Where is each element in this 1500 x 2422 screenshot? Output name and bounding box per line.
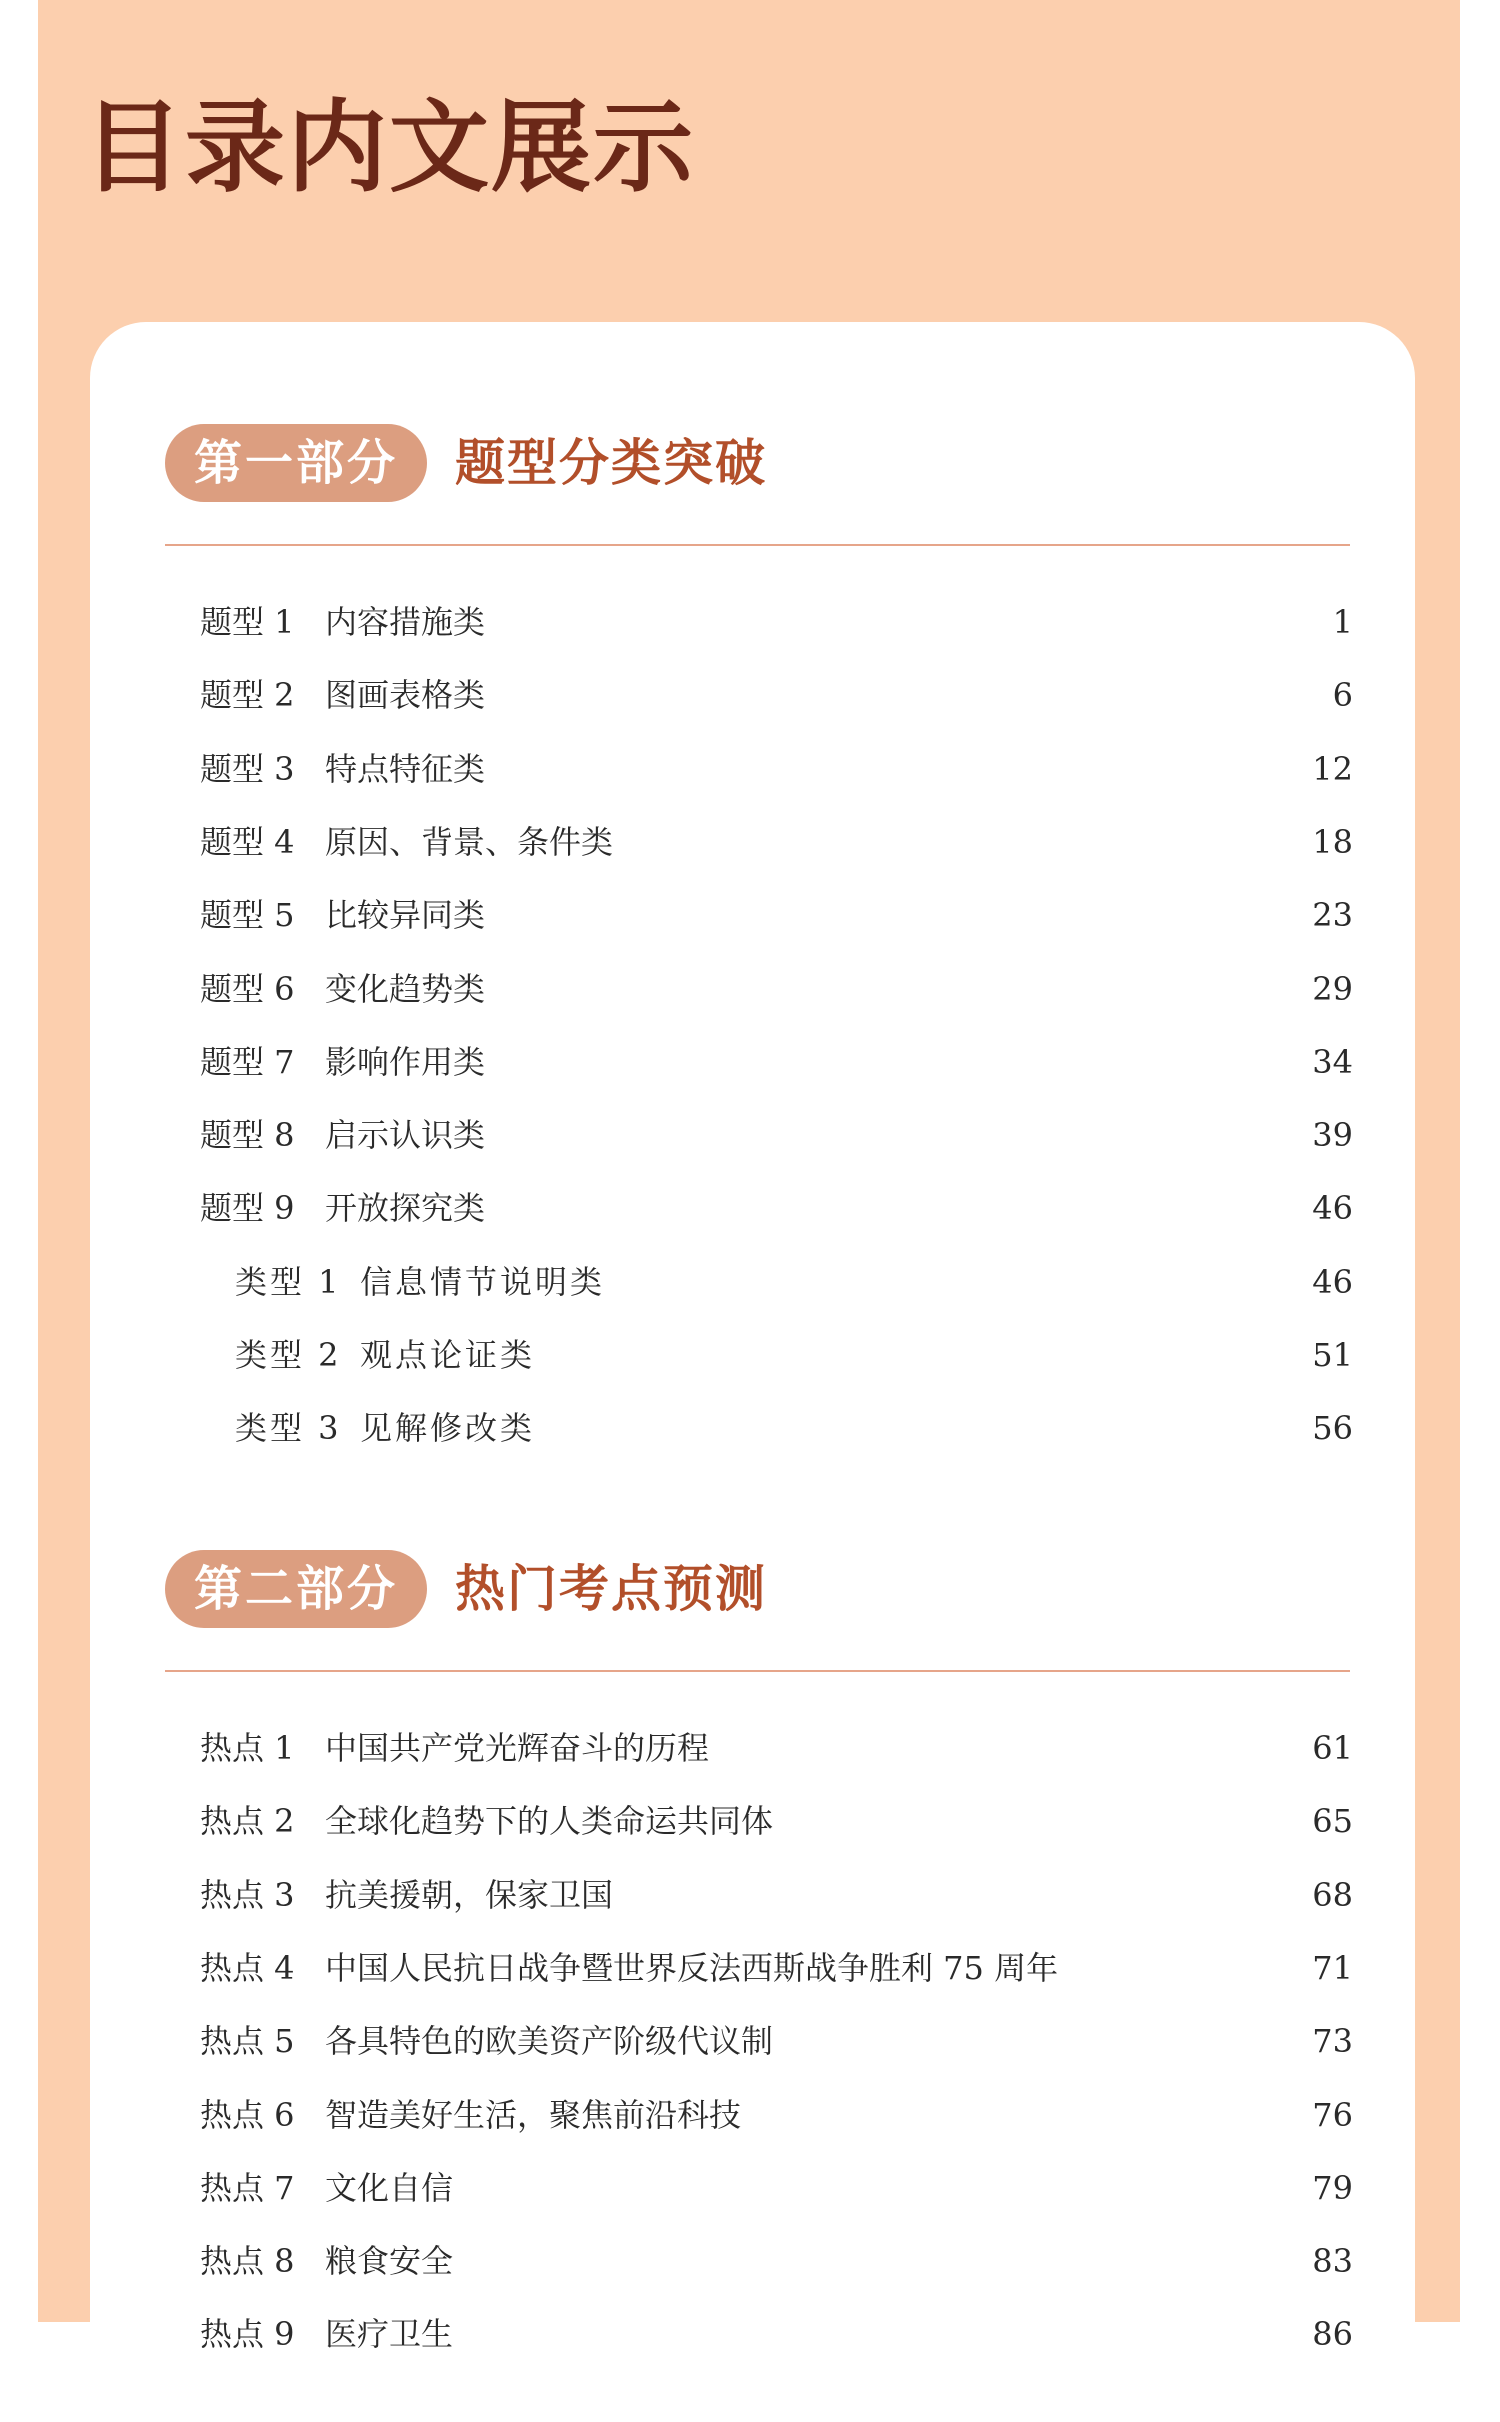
entry-title: 信息情节说明类 [360, 1262, 606, 1301]
page-title: 目录内文展示 [83, 89, 695, 206]
entry-title: 中国人民抗日战争暨世界反法西斯战争胜利 75 周年 [325, 1948, 1059, 1987]
entry-number: 热点 8 [200, 2242, 295, 2281]
entry-number: 热点 6 [200, 2095, 295, 2134]
toc-entry[interactable] [90, 964, 1415, 1014]
entry-page: 12 [1312, 749, 1353, 788]
entry-number: 热点 4 [200, 1948, 295, 1987]
entry-title: 启示认识类 [325, 1116, 486, 1155]
entry-number: 热点 1 [200, 1729, 295, 1767]
entry-title: 抗美援朝，保家卫国 [325, 1875, 614, 1914]
toc-entry[interactable] [90, 2309, 1415, 2359]
entry-page: 23 [1312, 896, 1353, 935]
entry-title: 原因、背景、条件类 [325, 822, 614, 861]
entry-number: 题型 2 [200, 676, 295, 715]
section-title: 题型分类突破 [455, 433, 767, 492]
entry-number: 热点 2 [200, 1802, 295, 1841]
toc-subentry[interactable] [90, 1330, 1415, 1380]
entry-page: 51 [1312, 1336, 1353, 1374]
section-header [165, 424, 1365, 504]
entry-number: 题型 5 [200, 896, 295, 935]
toc-entry[interactable] [90, 2236, 1415, 2286]
toc-entry[interactable] [90, 2163, 1415, 2213]
entry-number: 类型 2 [235, 1336, 342, 1374]
entry-number: 类型 3 [235, 1409, 342, 1448]
toc-entry[interactable] [90, 817, 1415, 867]
entry-page: 18 [1312, 822, 1353, 861]
entry-number: 热点 5 [200, 2022, 295, 2061]
toc-entry[interactable] [90, 1183, 1415, 1233]
entry-page: 56 [1312, 1409, 1353, 1448]
toc-entry[interactable] [90, 597, 1415, 647]
entry-page: 39 [1312, 1116, 1353, 1155]
entry-number: 题型 6 [200, 969, 295, 1008]
toc-subentry[interactable] [90, 1257, 1415, 1307]
entry-title: 开放探究类 [325, 1189, 486, 1228]
toc-entry[interactable] [90, 2090, 1415, 2140]
toc-entry[interactable] [90, 1870, 1415, 1920]
entry-number: 题型 8 [200, 1116, 295, 1155]
entry-number: 题型 7 [200, 1042, 295, 1081]
entry-title: 各具特色的欧美资产阶级代议制 [325, 2022, 774, 2061]
entry-page: 86 [1312, 2315, 1353, 2354]
section-divider [165, 1670, 1350, 1672]
entry-page: 68 [1312, 1875, 1353, 1914]
entry-page: 46 [1312, 1262, 1353, 1301]
entry-title: 医疗卫生 [325, 2315, 454, 2354]
entry-page: 46 [1312, 1189, 1353, 1228]
entry-title: 特点特征类 [325, 749, 486, 788]
toc-entry[interactable] [90, 1943, 1415, 1993]
entry-title: 智造美好生活，聚焦前沿科技 [325, 2095, 742, 2134]
toc-entry[interactable] [90, 1796, 1415, 1846]
entry-page: 34 [1312, 1042, 1353, 1081]
entry-number: 题型 4 [200, 822, 295, 861]
toc-card [90, 322, 1415, 2422]
section-title: 热门考点预测 [455, 1559, 767, 1618]
entry-number: 热点 3 [200, 1875, 295, 1914]
entry-title: 图画表格类 [325, 676, 486, 715]
section-divider [165, 544, 1350, 546]
entry-number: 类型 1 [235, 1262, 342, 1301]
entry-page: 65 [1312, 1802, 1353, 1841]
toc-entry[interactable] [90, 2016, 1415, 2066]
toc-entry[interactable] [90, 1723, 1415, 1773]
entry-title: 影响作用类 [325, 1042, 486, 1081]
toc-entry[interactable] [90, 890, 1415, 940]
entry-page: 71 [1312, 1948, 1353, 1987]
entry-title: 内容措施类 [325, 603, 486, 641]
section-header [165, 1550, 1365, 1630]
entry-title: 全球化趋势下的人类命运共同体 [325, 1802, 774, 1841]
entry-number: 热点 7 [200, 2168, 295, 2207]
entry-title: 文化自信 [325, 2168, 454, 2207]
entry-page: 76 [1312, 2095, 1353, 2134]
entry-page: 1 [1332, 603, 1353, 641]
entry-number: 题型 1 [200, 603, 295, 641]
section-badge: 第二部分 [165, 1550, 427, 1628]
entry-title: 中国共产党光辉奋斗的历程 [325, 1729, 710, 1767]
entry-page: 73 [1312, 2022, 1353, 2061]
entry-page: 29 [1312, 969, 1353, 1008]
section-badge: 第一部分 [165, 424, 427, 502]
toc-subentry[interactable] [90, 1403, 1415, 1453]
entry-page: 61 [1312, 1729, 1353, 1767]
entry-number: 题型 3 [200, 749, 295, 788]
entry-title: 比较异同类 [325, 896, 486, 935]
entry-page: 79 [1312, 2168, 1353, 2207]
toc-entry[interactable] [90, 1110, 1415, 1160]
entry-page: 83 [1312, 2242, 1353, 2281]
entry-page: 6 [1332, 676, 1353, 715]
toc-entry[interactable] [90, 1037, 1415, 1087]
entry-title: 变化趋势类 [325, 969, 486, 1008]
entry-title: 见解修改类 [360, 1409, 536, 1448]
toc-entry[interactable] [90, 744, 1415, 794]
entry-title: 观点论证类 [360, 1336, 536, 1374]
entry-title: 粮食安全 [325, 2242, 454, 2281]
entry-number: 题型 9 [200, 1189, 295, 1228]
toc-entry[interactable] [90, 670, 1415, 720]
entry-number: 热点 9 [200, 2315, 295, 2354]
